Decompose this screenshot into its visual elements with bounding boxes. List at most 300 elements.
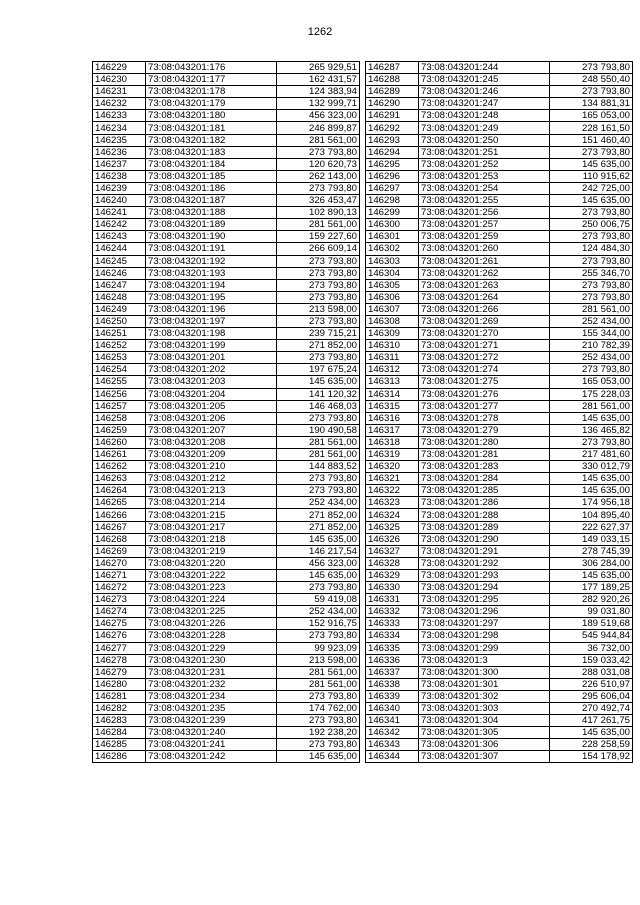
table-row	[366, 436, 633, 448]
value-cell: 165 053,00	[550, 110, 633, 122]
row-number-cell: 146232	[93, 98, 146, 110]
cadastral-number-cell: 73:08:043201:306	[419, 739, 550, 751]
value-cell: 273 793,80	[277, 485, 360, 497]
value-cell: 265 929,51	[277, 62, 360, 74]
value-cell: 99 923,09	[277, 642, 360, 654]
cadastral-number-cell: 73:08:043201:256	[419, 207, 550, 219]
cadastral-number-cell: 73:08:043201:224	[146, 594, 277, 606]
cadastral-number-cell: 73:08:043201:209	[146, 449, 277, 461]
table-row	[93, 74, 360, 86]
cadastral-number-cell: 73:08:043201:266	[419, 303, 550, 315]
table-row	[366, 328, 633, 340]
value-cell: 159 227,60	[277, 231, 360, 243]
row-number-cell: 146292	[366, 122, 419, 134]
cadastral-number-cell: 73:08:043201:295	[419, 594, 550, 606]
page-number: 1262	[307, 26, 333, 38]
value-cell: 110 915,62	[550, 170, 633, 182]
cadastral-number-cell: 73:08:043201:191	[146, 243, 277, 255]
table-row	[366, 473, 633, 485]
cadastral-number-cell: 73:08:043201:178	[146, 86, 277, 98]
cadastral-number-cell: 73:08:043201:298	[419, 630, 550, 642]
cadastral-number-cell: 73:08:043201:215	[146, 509, 277, 521]
cadastral-number-cell: 73:08:043201:203	[146, 376, 277, 388]
table-row	[366, 727, 633, 739]
value-cell: 271 852,00	[277, 340, 360, 352]
row-number-cell: 146308	[366, 315, 419, 327]
table-row	[93, 630, 360, 642]
row-number-cell: 146282	[93, 702, 146, 714]
value-cell: 141 120,32	[277, 388, 360, 400]
value-cell: 273 793,80	[277, 582, 360, 594]
cadastral-number-cell: 73:08:043201:305	[419, 727, 550, 739]
table-row	[93, 678, 360, 690]
table-row	[366, 521, 633, 533]
row-number-cell: 146256	[93, 388, 146, 400]
table-row	[93, 412, 360, 424]
value-cell: 145 635,00	[277, 569, 360, 581]
value-cell: 252 434,00	[550, 315, 633, 327]
cadastral-number-cell: 73:08:043201:262	[419, 267, 550, 279]
cadastral-number-cell: 73:08:043201:231	[146, 666, 277, 678]
cadastral-number-cell: 73:08:043201:241	[146, 739, 277, 751]
row-number-cell: 146290	[366, 98, 419, 110]
cadastral-number-cell: 73:08:043201:3	[419, 654, 550, 666]
cadastral-number-cell: 73:08:043201:263	[419, 279, 550, 291]
row-number-cell: 146236	[93, 146, 146, 158]
cadastral-number-cell: 73:08:043201:206	[146, 412, 277, 424]
row-number-cell: 146310	[366, 340, 419, 352]
row-number-cell: 146269	[93, 545, 146, 557]
value-cell: 273 793,80	[277, 279, 360, 291]
value-cell: 104 895,40	[550, 509, 633, 521]
property-table-left	[92, 61, 360, 763]
row-number-cell: 146306	[366, 291, 419, 303]
row-number-cell: 146300	[366, 219, 419, 231]
row-number-cell: 146277	[93, 642, 146, 654]
row-number-cell: 146259	[93, 424, 146, 436]
value-cell: 306 284,00	[550, 557, 633, 569]
table-row	[366, 582, 633, 594]
row-number-cell: 146268	[93, 533, 146, 545]
value-cell: 273 793,80	[277, 182, 360, 194]
row-number-cell: 146317	[366, 424, 419, 436]
table-row	[366, 751, 633, 763]
cadastral-number-cell: 73:08:043201:222	[146, 569, 277, 581]
row-number-cell: 146248	[93, 291, 146, 303]
cadastral-number-cell: 73:08:043201:193	[146, 267, 277, 279]
table-row	[366, 485, 633, 497]
table-row	[366, 219, 633, 231]
row-number-cell: 146325	[366, 521, 419, 533]
row-number-cell: 146249	[93, 303, 146, 315]
value-cell: 99 031,80	[550, 606, 633, 618]
row-number-cell: 146293	[366, 134, 419, 146]
row-number-cell: 146273	[93, 594, 146, 606]
cadastral-number-cell: 73:08:043201:304	[419, 715, 550, 727]
table-row	[93, 315, 360, 327]
table-row	[93, 146, 360, 158]
value-cell: 144 883,52	[277, 461, 360, 473]
cadastral-number-cell: 73:08:043201:182	[146, 134, 277, 146]
cadastral-number-cell: 73:08:043201:198	[146, 328, 277, 340]
value-cell: 228 161,50	[550, 122, 633, 134]
value-cell: 124 383,94	[277, 86, 360, 98]
table-row	[93, 122, 360, 134]
cadastral-number-cell: 73:08:043201:300	[419, 666, 550, 678]
cadastral-number-cell: 73:08:043201:223	[146, 582, 277, 594]
cadastral-number-cell: 73:08:043201:219	[146, 545, 277, 557]
cadastral-number-cell: 73:08:043201:297	[419, 618, 550, 630]
cadastral-number-cell: 73:08:043201:250	[419, 134, 550, 146]
row-number-cell: 146340	[366, 702, 419, 714]
table-row	[93, 449, 360, 461]
row-number-cell: 146315	[366, 400, 419, 412]
cadastral-number-cell: 73:08:043201:247	[419, 98, 550, 110]
row-number-cell: 146318	[366, 436, 419, 448]
value-cell: 152 916,75	[277, 618, 360, 630]
table-row	[366, 678, 633, 690]
table-row	[93, 279, 360, 291]
table-row	[93, 642, 360, 654]
value-cell: 146 468,03	[277, 400, 360, 412]
cadastral-number-cell: 73:08:043201:279	[419, 424, 550, 436]
table-row	[366, 146, 633, 158]
table-row	[366, 243, 633, 255]
cadastral-number-cell: 73:08:043201:202	[146, 364, 277, 376]
table-row	[366, 739, 633, 751]
value-cell: 417 261,75	[550, 715, 633, 727]
row-number-cell: 146312	[366, 364, 419, 376]
value-cell: 273 793,80	[550, 86, 633, 98]
table-row	[366, 231, 633, 243]
table-row	[93, 533, 360, 545]
row-number-cell: 146266	[93, 509, 146, 521]
table-row	[93, 207, 360, 219]
row-number-cell: 146238	[93, 170, 146, 182]
value-cell: 154 178,92	[550, 751, 633, 763]
value-cell: 456 323,00	[277, 557, 360, 569]
value-cell: 239 715,21	[277, 328, 360, 340]
table-row	[366, 642, 633, 654]
cadastral-number-cell: 73:08:043201:288	[419, 509, 550, 521]
value-cell: 120 620,73	[277, 158, 360, 170]
cadastral-number-cell: 73:08:043201:269	[419, 315, 550, 327]
row-number-cell: 146342	[366, 727, 419, 739]
table-row	[366, 134, 633, 146]
table-row	[93, 497, 360, 509]
row-number-cell: 146298	[366, 195, 419, 207]
table-row	[366, 122, 633, 134]
row-number-cell: 146230	[93, 74, 146, 86]
row-number-cell: 146231	[93, 86, 146, 98]
cadastral-number-cell: 73:08:043201:296	[419, 606, 550, 618]
row-number-cell: 146311	[366, 352, 419, 364]
cadastral-number-cell: 73:08:043201:188	[146, 207, 277, 219]
value-cell: 273 793,80	[550, 291, 633, 303]
row-number-cell: 146294	[366, 146, 419, 158]
row-number-cell: 146327	[366, 545, 419, 557]
row-number-cell: 146322	[366, 485, 419, 497]
table-row	[366, 715, 633, 727]
cadastral-number-cell: 73:08:043201:230	[146, 654, 277, 666]
value-cell: 151 460,40	[550, 134, 633, 146]
row-number-cell: 146316	[366, 412, 419, 424]
row-number-cell: 146289	[366, 86, 419, 98]
row-number-cell: 146244	[93, 243, 146, 255]
cadastral-number-cell: 73:08:043201:240	[146, 727, 277, 739]
table-row	[366, 352, 633, 364]
value-cell: 210 782,39	[550, 340, 633, 352]
table-row	[366, 533, 633, 545]
value-cell: 273 793,80	[550, 146, 633, 158]
row-number-cell: 146234	[93, 122, 146, 134]
value-cell: 145 635,00	[550, 485, 633, 497]
row-number-cell: 146276	[93, 630, 146, 642]
value-cell: 149 033,15	[550, 533, 633, 545]
row-number-cell: 146270	[93, 557, 146, 569]
table-row	[93, 461, 360, 473]
cadastral-number-cell: 73:08:043201:217	[146, 521, 277, 533]
table-row	[93, 606, 360, 618]
value-cell: 281 561,00	[277, 134, 360, 146]
row-number-cell: 146326	[366, 533, 419, 545]
cadastral-number-cell: 73:08:043201:249	[419, 122, 550, 134]
table-row	[93, 739, 360, 751]
table-row	[366, 376, 633, 388]
value-cell: 273 793,80	[277, 473, 360, 485]
cadastral-number-cell: 73:08:043201:239	[146, 715, 277, 727]
table-row	[366, 557, 633, 569]
row-number-cell: 146283	[93, 715, 146, 727]
value-cell: 145 635,00	[550, 412, 633, 424]
table-row	[93, 618, 360, 630]
value-cell: 281 561,00	[550, 400, 633, 412]
value-cell: 252 434,00	[277, 606, 360, 618]
table-row	[93, 388, 360, 400]
cadastral-number-cell: 73:08:043201:242	[146, 751, 277, 763]
cadastral-number-cell: 73:08:043201:307	[419, 751, 550, 763]
cadastral-number-cell: 73:08:043201:229	[146, 642, 277, 654]
row-number-cell: 146297	[366, 182, 419, 194]
cadastral-number-cell: 73:08:043201:259	[419, 231, 550, 243]
value-cell: 155 344,00	[550, 328, 633, 340]
cadastral-number-cell: 73:08:043201:276	[419, 388, 550, 400]
cadastral-number-cell: 73:08:043201:176	[146, 62, 277, 74]
row-number-cell: 146253	[93, 352, 146, 364]
row-number-cell: 146239	[93, 182, 146, 194]
table-row	[366, 497, 633, 509]
table-row	[366, 291, 633, 303]
row-number-cell: 146344	[366, 751, 419, 763]
value-cell: 326 453,47	[277, 195, 360, 207]
row-number-cell: 146246	[93, 267, 146, 279]
cadastral-number-cell: 73:08:043201:179	[146, 98, 277, 110]
table-row	[93, 352, 360, 364]
cadastral-number-cell: 73:08:043201:189	[146, 219, 277, 231]
row-number-cell: 146229	[93, 62, 146, 74]
value-cell: 273 793,80	[277, 739, 360, 751]
table-row	[93, 751, 360, 763]
table-row	[93, 666, 360, 678]
table-row	[93, 473, 360, 485]
row-number-cell: 146309	[366, 328, 419, 340]
cadastral-number-cell: 73:08:043201:290	[419, 533, 550, 545]
value-cell: 248 550,40	[550, 74, 633, 86]
row-number-cell: 146330	[366, 582, 419, 594]
cadastral-number-cell: 73:08:043201:284	[419, 473, 550, 485]
table-row	[93, 594, 360, 606]
table-row	[93, 400, 360, 412]
table-row	[93, 424, 360, 436]
row-number-cell: 146275	[93, 618, 146, 630]
table-row	[366, 158, 633, 170]
row-number-cell: 146301	[366, 231, 419, 243]
table-row	[366, 364, 633, 376]
cadastral-number-cell: 73:08:043201:220	[146, 557, 277, 569]
value-cell: 282 920,26	[550, 594, 633, 606]
table-row	[93, 364, 360, 376]
cadastral-number-cell: 73:08:043201:254	[419, 182, 550, 194]
cadastral-number-cell: 73:08:043201:280	[419, 436, 550, 448]
table-row	[93, 545, 360, 557]
table-row	[366, 594, 633, 606]
value-cell: 273 793,80	[277, 146, 360, 158]
row-number-cell: 146233	[93, 110, 146, 122]
table-row	[93, 134, 360, 146]
cadastral-number-cell: 73:08:043201:275	[419, 376, 550, 388]
cadastral-number-cell: 73:08:043201:277	[419, 400, 550, 412]
value-cell: 273 793,80	[277, 267, 360, 279]
table-row	[366, 412, 633, 424]
value-cell: 252 434,00	[550, 352, 633, 364]
value-cell: 281 561,00	[277, 678, 360, 690]
row-number-cell: 146337	[366, 666, 419, 678]
row-number-cell: 146302	[366, 243, 419, 255]
table-row	[93, 521, 360, 533]
value-cell: 102 890,13	[277, 207, 360, 219]
cadastral-number-cell: 73:08:043201:208	[146, 436, 277, 448]
table-row	[366, 666, 633, 678]
cadastral-number-cell: 73:08:043201:201	[146, 352, 277, 364]
value-cell: 226 510,97	[550, 678, 633, 690]
table-row	[366, 315, 633, 327]
row-number-cell: 146240	[93, 195, 146, 207]
table-row	[93, 485, 360, 497]
row-number-cell: 146279	[93, 666, 146, 678]
table-row	[366, 618, 633, 630]
table-row	[366, 424, 633, 436]
value-cell: 217 481,60	[550, 449, 633, 461]
cadastral-number-cell: 73:08:043201:210	[146, 461, 277, 473]
cadastral-number-cell: 73:08:043201:301	[419, 678, 550, 690]
value-cell: 278 745,39	[550, 545, 633, 557]
table-row	[93, 303, 360, 315]
cadastral-number-cell: 73:08:043201:294	[419, 582, 550, 594]
table-row	[366, 461, 633, 473]
table-row	[366, 630, 633, 642]
table-row	[93, 291, 360, 303]
table-row	[366, 509, 633, 521]
cadastral-number-cell: 73:08:043201:212	[146, 473, 277, 485]
cadastral-number-cell: 73:08:043201:283	[419, 461, 550, 473]
row-number-cell: 146321	[366, 473, 419, 485]
value-cell: 273 793,80	[550, 364, 633, 376]
value-cell: 145 635,00	[550, 158, 633, 170]
cadastral-number-cell: 73:08:043201:299	[419, 642, 550, 654]
row-number-cell: 146324	[366, 509, 419, 521]
value-cell: 175 228,03	[550, 388, 633, 400]
row-number-cell: 146267	[93, 521, 146, 533]
value-cell: 545 944,84	[550, 630, 633, 642]
cadastral-number-cell: 73:08:043201:181	[146, 122, 277, 134]
value-cell: 273 793,80	[550, 231, 633, 243]
table-row	[366, 182, 633, 194]
table-row	[93, 376, 360, 388]
cadastral-number-cell: 73:08:043201:234	[146, 690, 277, 702]
row-number-cell: 146257	[93, 400, 146, 412]
cadastral-number-cell: 73:08:043201:302	[419, 690, 550, 702]
value-cell: 197 675,24	[277, 364, 360, 376]
cadastral-number-cell: 73:08:043201:207	[146, 424, 277, 436]
table-body-right	[366, 62, 633, 763]
cadastral-number-cell: 73:08:043201:255	[419, 195, 550, 207]
table-row	[366, 195, 633, 207]
row-number-cell: 146333	[366, 618, 419, 630]
value-cell: 273 793,80	[277, 715, 360, 727]
row-number-cell: 146341	[366, 715, 419, 727]
row-number-cell: 146285	[93, 739, 146, 751]
cadastral-number-cell: 73:08:043201:271	[419, 340, 550, 352]
table-row	[366, 400, 633, 412]
row-number-cell: 146305	[366, 279, 419, 291]
table-row	[93, 690, 360, 702]
cadastral-number-cell: 73:08:043201:257	[419, 219, 550, 231]
table-row	[366, 654, 633, 666]
table-row	[93, 110, 360, 122]
value-cell: 189 519,68	[550, 618, 633, 630]
value-cell: 242 725,00	[550, 182, 633, 194]
cadastral-number-cell: 73:08:043201:214	[146, 497, 277, 509]
cadastral-number-cell: 73:08:043201:204	[146, 388, 277, 400]
row-number-cell: 146245	[93, 255, 146, 267]
row-number-cell: 146247	[93, 279, 146, 291]
row-number-cell: 146314	[366, 388, 419, 400]
cadastral-number-cell: 73:08:043201:218	[146, 533, 277, 545]
cadastral-number-cell: 73:08:043201:292	[419, 557, 550, 569]
table-row	[93, 509, 360, 521]
row-number-cell: 146339	[366, 690, 419, 702]
value-cell: 145 635,00	[550, 473, 633, 485]
table-row	[93, 654, 360, 666]
cadastral-number-cell: 73:08:043201:248	[419, 110, 550, 122]
row-number-cell: 146254	[93, 364, 146, 376]
cadastral-number-cell: 73:08:043201:286	[419, 497, 550, 509]
cadastral-number-cell: 73:08:043201:197	[146, 315, 277, 327]
row-number-cell: 146335	[366, 642, 419, 654]
table-row	[93, 243, 360, 255]
table-row	[93, 557, 360, 569]
value-cell: 174 956,18	[550, 497, 633, 509]
row-number-cell: 146338	[366, 678, 419, 690]
table-row	[366, 98, 633, 110]
row-number-cell: 146262	[93, 461, 146, 473]
row-number-cell: 146296	[366, 170, 419, 182]
row-number-cell: 146237	[93, 158, 146, 170]
row-number-cell: 146278	[93, 654, 146, 666]
cadastral-number-cell: 73:08:043201:270	[419, 328, 550, 340]
value-cell: 273 793,80	[277, 291, 360, 303]
table-row	[366, 388, 633, 400]
